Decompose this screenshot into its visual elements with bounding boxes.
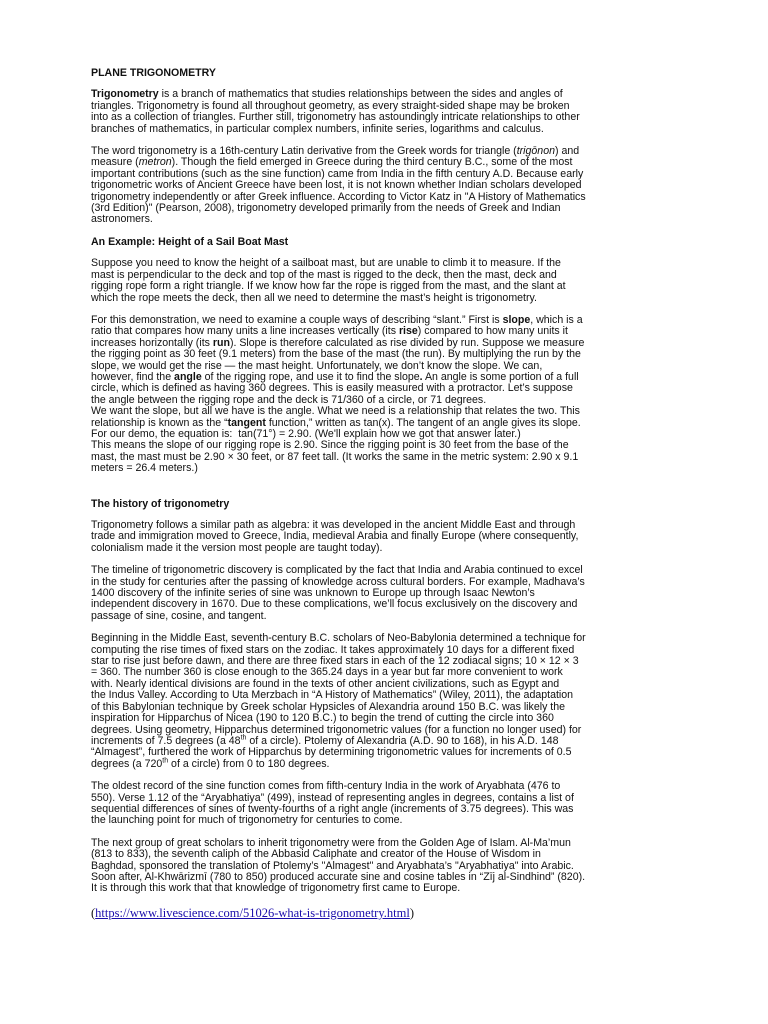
text-run: For this demonstration, we need to examine a couple ways of describing “slant.” First is: [91, 313, 503, 326]
bold-term: run: [212, 336, 230, 349]
history-line: The timeline of trigonometric discovery is complicated by the fact that India and Arabia continued to excel: [91, 564, 583, 577]
bold-term: angle: [174, 370, 202, 383]
history-paragraph-3: [91, 633, 679, 770]
example-intro-paragraph: [91, 258, 679, 304]
etymology-line: astronomers.: [91, 213, 153, 226]
document-title: PLANE TRIGONOMETRY: [91, 67, 216, 79]
history-line: inspiration for Hipparchus of Nicea (190 to 120 B.C.) to begin the trend of cutting the circle into 360: [91, 712, 554, 725]
example-line: rigging rope form a right triangle. If we know how far the rope is rigged from the mast, and the slant at: [91, 280, 566, 293]
demo-line: We want the slope, but all we have is the angle. What we need is a relationship that relates the two. This: [91, 405, 580, 418]
history-line: trade and immigration moved to Greece, India, medieval Arabia and finally Europe (where consequently,: [91, 530, 579, 543]
text-run: measure (: [91, 156, 139, 169]
demo-line: the rigging point as 30 feet (9.1 meters) from the base of the mast (the run). By multiplying the run by the: [91, 348, 581, 361]
history-line: [91, 759, 679, 770]
text-run: ). Slope is therefore calculated as rise divided by run. Suppose we measure: [229, 336, 585, 349]
intro-line: triangles. Trigonometry is found all throughout geometry, as every straight-sided shape may be broken: [91, 99, 570, 112]
history-line: Baghdad, sponsored the translation of Ptolemy’s "Almagest" and Aryabhata’s "Aryabhatiya" into Arabic.: [91, 859, 574, 872]
text-run: , which is a: [530, 313, 583, 326]
etymology-line: trigonometry independently or after Greek influence. According to Victor Katz in "A History of Mathematics: [91, 190, 586, 203]
history-line: (813 to 833), the seventh caliph of the Abbasid Caliphate and creator of the House of Wisdom in: [91, 848, 541, 861]
history-line: Soon after, Al-Khwārizmī (780 to 850) produced accurate sine and cosine tables in “Zīj al-Sindhind” (820).: [91, 870, 586, 883]
history-paragraph-5: [91, 838, 679, 895]
text-run: increments of 7.5 degrees (a 48: [91, 734, 241, 747]
history-line: star to rise just before dawn, and there are three fixed stars in each of the 12 zodiacal signs; 10 × 12 × 3: [91, 655, 579, 668]
history-line: The next group of great scholars to inherit trigonometry were from the Golden Age of Islam. Al-Ma’mun: [91, 836, 571, 849]
history-paragraph-4: [91, 781, 679, 827]
history-line: of this Babylonian technique by Greek scholar Hypsicles of Alexandria around 150 B.C. was likely the: [91, 700, 566, 713]
text-run: relationship is known as the “: [91, 416, 228, 429]
text-run: of the rigging rope, and use it to find the slope: [201, 370, 420, 383]
demo-line: This means the slope of our rigging rope is 2.90. Since the rigging point is 30 feet from the base of the: [91, 439, 569, 452]
text-run: increases horizontally (its: [91, 336, 213, 349]
document-page: [91, 68, 679, 920]
history-line: the Indus Valley. According to Uta Merzbach in “A History of Mathematics” (Wiley, 2011), the adaptation: [91, 689, 574, 702]
demo-line: mast, the mast must be 2.90 × 30 feet, or 87 feet tall. (It works the same in the metric system: 2.90 x 9.1: [91, 450, 579, 463]
etymology-line: important contributions (such as the sine function) came from India in the fifth century A.D. Because early: [91, 167, 584, 180]
text-run: is a branch of mathematics that studies relationships between the sides and angles of: [158, 88, 563, 101]
superscript: th: [162, 757, 169, 765]
history-line: It is through this work that that knowledge of trigonometry first came to Europe.: [91, 882, 461, 895]
text-run: ) and: [555, 145, 580, 158]
etymology-paragraph: [91, 146, 679, 226]
demo-line: the angle between the rigging rope and the deck is 71/360 of a circle, or 71 degrees.: [91, 393, 487, 406]
intro-paragraph: [91, 89, 679, 135]
section-heading-example: An Example: Height of a Sail Boat Mast: [91, 235, 289, 248]
text-run: of a circle) from 0 to 180 degrees.: [168, 757, 330, 770]
bold-term: tangent: [227, 416, 266, 429]
example-line: Suppose you need to know the height of a sailboat mast, but are unable to climb it to measure. If the: [91, 257, 561, 270]
history-line: = 360. The number 360 is close enough to the 365.24 days in a year but far more convenient to work: [91, 666, 563, 679]
paren-open: (: [91, 905, 96, 920]
bold-term: Trigonometry: [91, 88, 159, 101]
history-line: colonialism made it the version most people are taught today).: [91, 541, 383, 554]
history-line: Trigonometry follows a similar path as algebra: it was developed in the ancient Middle East and through: [91, 519, 576, 531]
history-line: The oldest record of the sine function comes from fifth-century India in the work of Aryabhata (476 to: [91, 780, 561, 793]
history-line: Beginning in the Middle East, seventh-century B.C. scholars of Neo-Babylonia determined a technique for: [91, 632, 586, 645]
italic-term: trigōnon: [516, 145, 555, 158]
section-heading-history: The history of trigonometry: [91, 497, 230, 510]
history-line: 1400 discovery of the infinite series of sine was unknown to Europe up through Isaac Newton’s: [91, 587, 535, 600]
example-line: mast is perpendicular to the deck and top of the mast is rigged to the deck, then the mast, deck and: [91, 268, 557, 281]
history-line: “Almagest”, furthered the work of Hipparchus by determining trigonometric values for increments of 0.5: [91, 746, 572, 759]
text-run: degrees (a 720: [91, 757, 163, 770]
demo-line: slope, we would get the rise — the mast height. Unfortunately, we don’t know the slope. We can,: [91, 359, 543, 372]
history-line: computing the rise times of fixed stars on the zodiac. It takes approximately 10 days for a different fixed: [91, 643, 575, 656]
text-run: however, find the: [91, 370, 175, 383]
demo-line: meters = 26.4 meters.): [91, 462, 198, 475]
history-line: with. Nearly identical divisions are found in the texts of other ancient civilizations, such as Egypt and: [91, 677, 560, 690]
paren-close: ): [409, 905, 414, 920]
superscript: th: [240, 734, 247, 742]
text-run: ). Though the field emerged in Greece during the third century B.C., some of the most: [171, 156, 573, 169]
text-run: of a circle). Ptolemy of Alexandria (A.D. 90 to 168), in his A.D. 148: [246, 734, 559, 747]
history-line: in the study for centuries after the passing of knowledge across cultural borders. For example, Madhava’s: [91, 575, 585, 588]
text-run: An angle is some portion of a full: [422, 370, 579, 383]
intro-line: branches of mathematics, in particular complex numbers, infinite series, logarithms and calculus.: [91, 122, 544, 135]
text-run: ratio that compares how many units a line increases vertically (its: [91, 325, 399, 338]
bold-term: rise: [398, 325, 418, 338]
example-line: which the rope meets the deck, then all we need to determine the mast’s height is trigonometry.: [91, 291, 537, 304]
text-run: The word trigonometry is a 16th-century Latin derivative from the Greek words for triangle (: [91, 145, 517, 158]
history-line: degrees. Using geometry, Hipparchus determined trigonometric values (for a function no longer used) for: [91, 723, 582, 736]
demo-line: For our demo, the equation is: tan(71°) = 2.90. (We'll explain how we got that answer later.): [91, 427, 521, 440]
etymology-line: (3rd Edition)" (Pearson, 2008), trigonometry developed primarily from the needs of Greek and Indian: [91, 202, 561, 215]
history-paragraph-1: [91, 520, 679, 554]
text-run: function,” written as tan(x). The tangent of an angle gives its slope.: [265, 416, 581, 429]
history-line: passage of sine, cosine, and tangent.: [91, 609, 267, 622]
demo-line: circle, which is defined as having 360 degrees. This is easily measured with a protractor. Let’s suppose: [91, 382, 573, 395]
bold-term: slope: [502, 313, 531, 326]
history-line: the launching point for much of trigonometry for centuries to come.: [91, 814, 403, 827]
intro-line: into as a collection of triangles. Further still, trigonometry has astoundingly intricate relationships to other: [91, 111, 580, 124]
history-line: 550). Verse 1.12 of the “Aryabhatiya” (499), instead of representing angles in degrees, contains a list of: [91, 791, 574, 804]
etymology-line: trigonometric works of Ancient Greece have been lost, it is not known whether Indian scholars developed: [91, 179, 582, 192]
text-run: ) compared to how many units it: [417, 325, 568, 338]
history-line: sequential differences of sines of twenty-fourths of a right angle (increments of 3.75 degrees). This was: [91, 802, 574, 815]
history-line: independent discovery in 1670. Due to these complications, we’ll focus exclusively on the discovery and: [91, 598, 578, 611]
source-link[interactable]: https://www.livescience.com/51026-what-is-trigonometry.html: [95, 905, 410, 920]
history-paragraph-2: [91, 565, 679, 622]
bold-period: .: [419, 370, 423, 383]
italic-term: metron: [138, 156, 172, 169]
source-citation: [91, 906, 679, 920]
demonstration-paragraph: [91, 315, 679, 475]
